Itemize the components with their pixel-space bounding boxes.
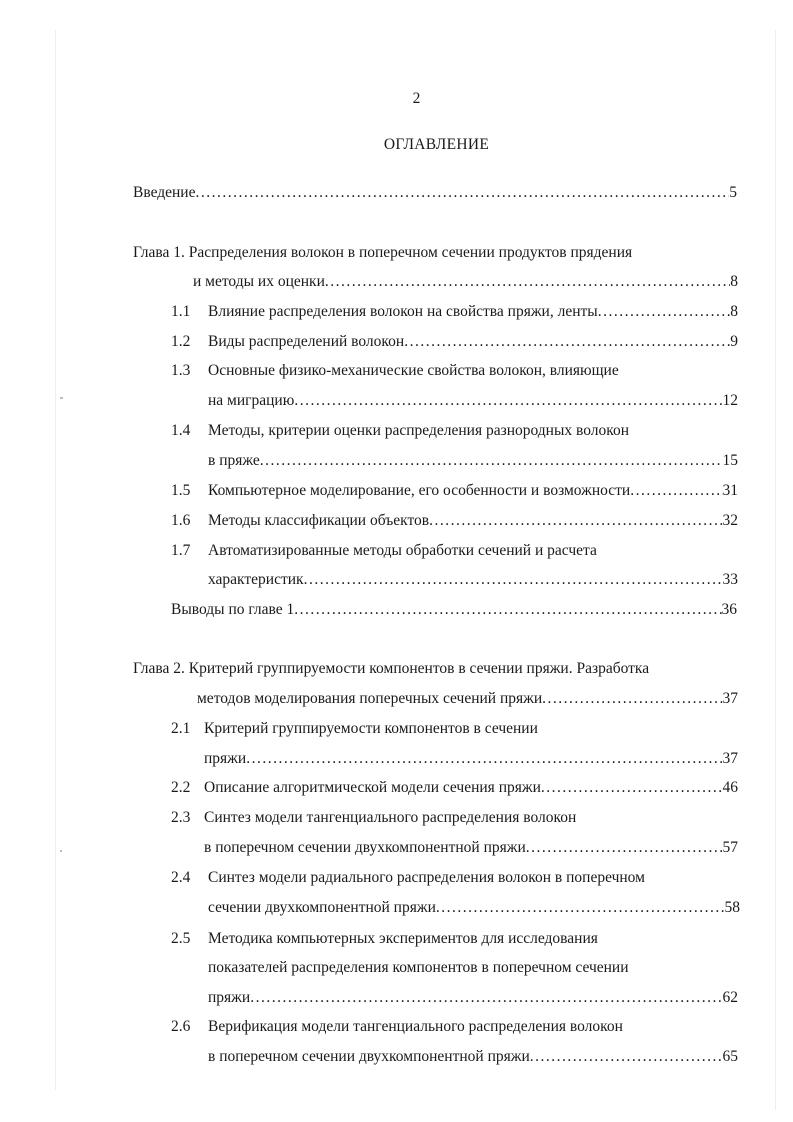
toc-entry-1-4	[208, 451, 738, 471]
toc-entry-label: Влияние распределения волокон на свойства пряжи, ленты	[208, 303, 598, 320]
toc-page-number: 65	[722, 1048, 738, 1065]
toc-entry-label: Методы, критерии оценки распределения разнородных волокон	[208, 422, 630, 439]
toc-entry-1-6	[208, 511, 738, 531]
section-number: 1.7	[171, 542, 191, 559]
toc-entry-label: Верификация модели тангенциального распределения волокон	[208, 1018, 623, 1035]
leader-dots	[246, 749, 722, 769]
section-number: 1.3	[171, 362, 191, 379]
section-number: 1.5	[171, 482, 191, 499]
toc-page-number: 46	[722, 779, 738, 796]
scan-speck	[60, 397, 63, 399]
section-number: 1.4	[171, 422, 191, 439]
toc-entry-label: Автоматизированные методы обработки сечений и расчета	[208, 542, 597, 559]
section-number: 2.4	[171, 869, 191, 886]
toc-entry-2-6	[208, 1047, 738, 1067]
leader-dots	[260, 451, 723, 471]
toc-entry-2-2	[204, 778, 738, 798]
section-number: 1.6	[171, 512, 191, 529]
leader-dots	[195, 183, 729, 203]
toc-page-number: 5	[729, 184, 737, 201]
scan-edge	[55, 30, 56, 1090]
toc-entry-label: Синтез модели радиального распределения волокон в поперечном	[208, 869, 645, 886]
toc-entry-2-3	[204, 838, 738, 858]
page-number: 2	[412, 90, 421, 107]
toc-page-number: 12	[722, 392, 738, 409]
section-number: 1.2	[171, 333, 191, 350]
toc-entry-1-5	[208, 481, 738, 501]
scan-edge	[775, 30, 776, 1110]
toc-entry-label: в поперечном сечении двухкомпонентной пряжи	[208, 1048, 530, 1065]
toc-entry-label: Введение	[133, 184, 196, 201]
leader-dots	[542, 689, 722, 709]
toc-entry-chapter-1	[193, 272, 738, 292]
toc-entry-label: Критерий группируемости компонентов в сечении	[204, 720, 538, 737]
toc-page-number: 62	[722, 989, 738, 1006]
toc-entry-2-4	[208, 898, 740, 918]
section-number: 1.1	[171, 303, 191, 320]
toc-page-number: 8	[730, 303, 738, 320]
toc-page-number: 9	[730, 333, 738, 350]
toc-entry-label: Методика компьютерных экспериментов для исследования	[208, 930, 598, 947]
toc-entry-label: Основные физико-механические свойства волокон, влияющие	[208, 362, 619, 379]
leader-dots	[630, 481, 722, 501]
toc-page-number: 31	[722, 482, 738, 499]
toc-entry-label: Компьютерное моделирование, его особенности и возможности	[208, 482, 631, 499]
chapter-1-heading: Глава 1. Распределения волокон в поперечном сечении продуктов прядения	[133, 244, 633, 261]
toc-entry-1-1	[208, 302, 738, 322]
toc-entry-1-2	[208, 332, 738, 352]
toc-entry-label: характеристик	[208, 571, 304, 588]
toc-entry-conclusions-1	[171, 600, 737, 620]
toc-entry-label: пряжи	[208, 989, 251, 1006]
leader-dots	[250, 988, 722, 1008]
toc-entry-label: на миграцию	[208, 392, 295, 409]
toc-page-number: 8	[730, 273, 738, 290]
section-number: 2.6	[171, 1018, 191, 1035]
section-number: 2.5	[171, 930, 191, 947]
toc-entry-2-1	[204, 749, 738, 769]
toc-entry-label: и методы их оценки	[193, 273, 325, 290]
leader-dots	[304, 570, 723, 590]
toc-entry-label: методов моделирования поперечных сечений пряжи	[197, 690, 543, 707]
toc-page-number: 32	[722, 512, 738, 529]
toc-entry-label: показателей распределения компонентов в поперечном сечении	[208, 959, 629, 976]
toc-entry-label: Описание алгоритмической модели сечения пряжи	[204, 779, 541, 796]
toc-page-number: 15	[722, 452, 738, 469]
toc-page-number: 37	[722, 690, 738, 707]
toc-page-number: 33	[722, 571, 738, 588]
leader-dots	[436, 898, 725, 918]
toc-entry-label: сечении двухкомпонентной пряжи	[208, 899, 436, 916]
leader-dots	[530, 1047, 723, 1067]
section-number: 2.2	[171, 779, 191, 796]
toc-entry-1-3	[208, 391, 738, 411]
toc-entry-label: в поперечном сечении двухкомпонентной пряжи	[204, 839, 526, 856]
section-number: 2.3	[171, 809, 191, 826]
toc-page-number: 57	[722, 839, 738, 856]
toc-entry-label: Синтез модели тангенциального распределения волокон	[204, 809, 577, 826]
page-title: ОГЛАВЛЕНИЕ	[383, 136, 490, 153]
toc-entry-chapter-2	[197, 689, 738, 709]
leader-dots	[294, 600, 721, 620]
toc-entry-label: пряжи	[204, 750, 247, 767]
chapter-2-heading: Глава 2. Критерий группируемости компонентов в сечении пряжи. Разработка	[133, 660, 650, 677]
toc-entry-label: Выводы по главе 1	[171, 601, 295, 618]
toc-entry-label: в пряже	[208, 452, 260, 469]
toc-entry-label: Виды распределений волокон	[208, 333, 405, 350]
toc-page-number: 58	[724, 899, 740, 916]
section-number: 2.1	[171, 720, 191, 737]
leader-dots	[404, 332, 730, 352]
leader-dots	[294, 391, 722, 411]
leader-dots	[429, 511, 722, 531]
leader-dots	[325, 272, 730, 292]
leader-dots	[598, 302, 731, 322]
scan-speck	[60, 850, 62, 852]
leader-dots	[526, 838, 723, 858]
toc-page-number: 36	[721, 601, 737, 618]
leader-dots	[541, 778, 723, 798]
toc-entry-intro	[133, 183, 737, 203]
toc-entry-label: Методы классификации объектов	[208, 512, 430, 529]
toc-entry-2-5	[208, 988, 738, 1008]
toc-entry-1-7	[208, 570, 738, 590]
toc-page-number: 37	[722, 750, 738, 767]
